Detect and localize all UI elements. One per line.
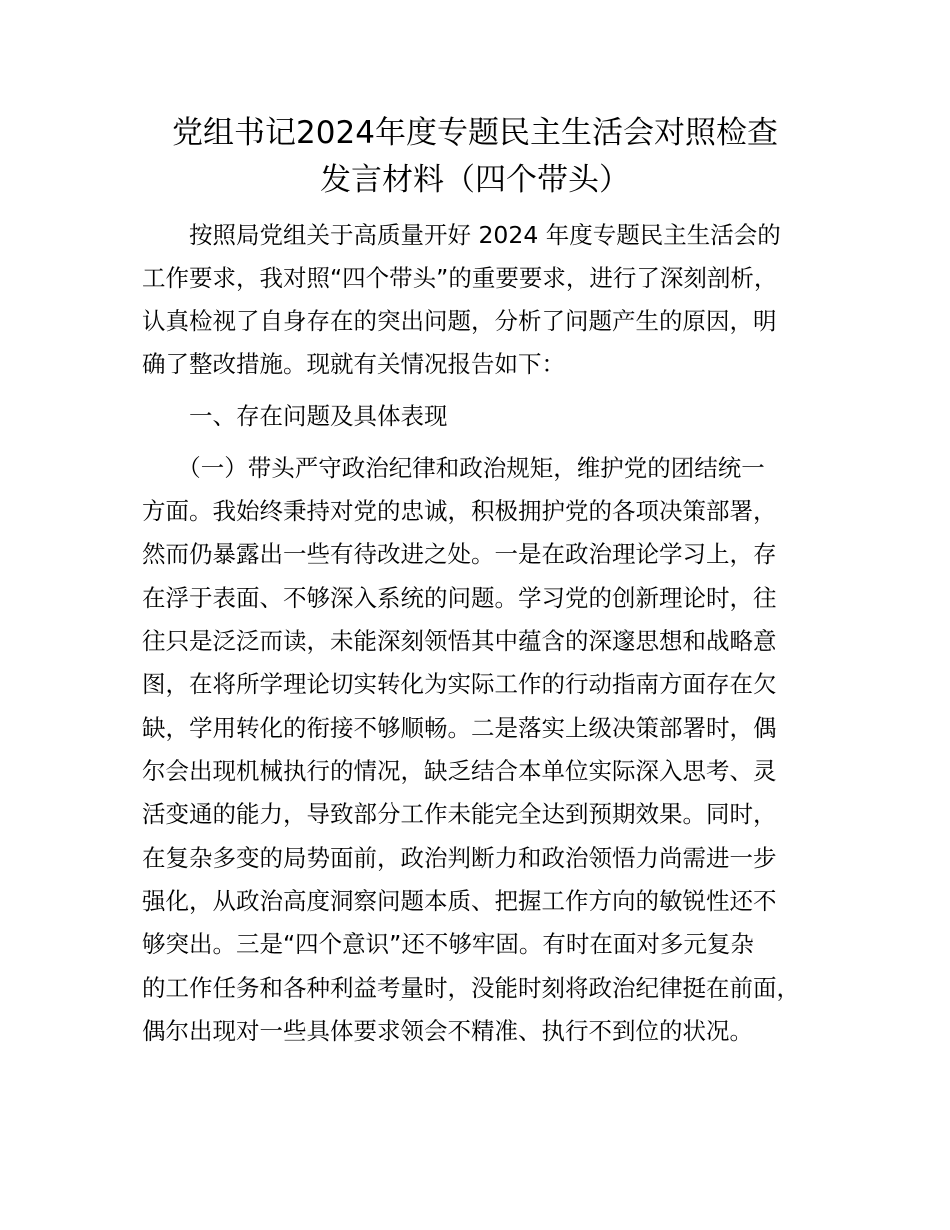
body-line-14: 活变通的能力，导致部分工作未能完全达到预期效果。同时， xyxy=(142,800,777,828)
body-line-18: 的工作任务和各种利益考量时，没能时刻将政治纪律挺在前面， xyxy=(142,974,800,1002)
body-line-3: 认真检视了自身存在的突出问题，分析了问题产生的原因，明 xyxy=(142,307,777,335)
body-line-16: 强化，从政治高度洞察问题本质、把握工作方向的敏锐性还不 xyxy=(142,887,777,915)
body-line-8: 然而仍暴露出一些有待改进之处。一是在政治理论学习上，存 xyxy=(142,540,777,568)
body-line-4: 确了整改措施。现就有关情况报告如下： xyxy=(142,350,565,378)
body-line-1: 按照局党组关于高质量开好 2024 年度专题民主生活会的 xyxy=(142,221,781,249)
body-line-13: 尔会出现机械执行的情况，缺乏结合本单位实际深入思考、灵 xyxy=(142,757,777,785)
body-line-10: 往只是泛泛而读，未能深刻领悟其中蕴含的深邃思想和战略意 xyxy=(142,627,777,655)
body-line-11: 图，在将所学理论切实转化为实际工作的行动指南方面存在欠 xyxy=(142,670,777,698)
body-line-7: 方面。我始终秉持对党的忠诚，积极拥护党的各项决策部署， xyxy=(142,497,777,525)
body-line-12: 缺，学用转化的衔接不够顺畅。二是落实上级决策部署时，偶 xyxy=(142,714,777,742)
body-line-19: 偶尔出现对一些具体要求领会不精准、执行不到位的状况。 xyxy=(142,1017,753,1045)
body-line-9: 在浮于表面、不够深入系统的问题。学习党的创新理论时，往 xyxy=(142,584,777,612)
section-heading: 一、存在问题及具体表现 xyxy=(142,402,448,430)
document-title-line-1: 党组书记2024年度专题民主生活会对照检查 xyxy=(172,115,778,151)
body-line-17: 够突出。三是“四个意识”还不够牢固。有时在面对多元复杂 xyxy=(142,930,754,958)
body-line-6: （一）带头严守政治纪律和政治规矩，维护党的团结统一 xyxy=(142,454,765,482)
document-title-line-2: 发言材料（四个带头） xyxy=(320,162,630,198)
body-line-2: 工作要求，我对照“四个带头”的重要要求，进行了深刻剖析， xyxy=(142,264,778,292)
body-line-15: 在复杂多变的局势面前，政治判断力和政治领悟力尚需进一步 xyxy=(142,844,777,872)
